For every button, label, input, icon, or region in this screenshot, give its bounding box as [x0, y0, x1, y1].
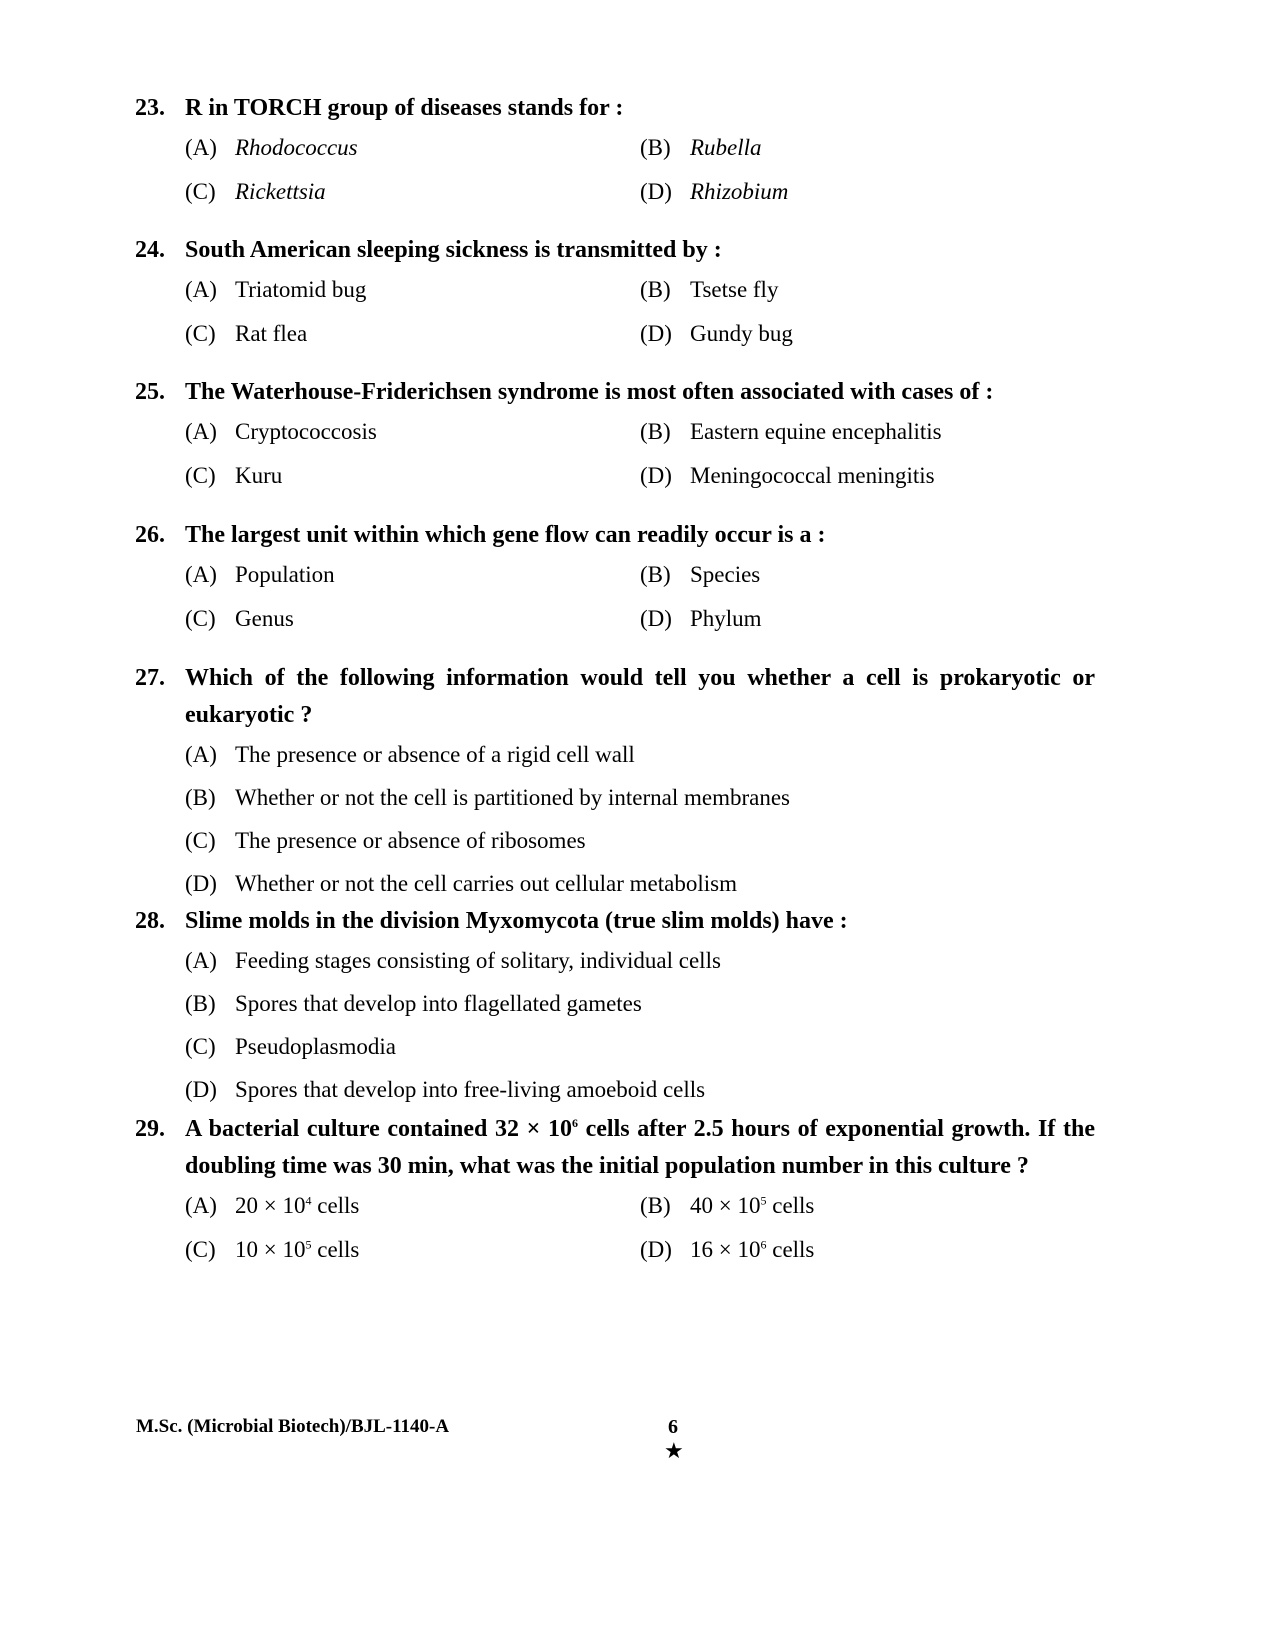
- option-a: [185, 133, 640, 163]
- option-b: [185, 989, 642, 1019]
- option-text: Rubella: [690, 135, 762, 160]
- option-text: $40 \times 10^5$ cells: [690, 1193, 815, 1218]
- option-label: (D): [640, 321, 672, 346]
- option-b: [640, 133, 1095, 163]
- option-label: (B): [640, 135, 671, 160]
- option-c: [185, 319, 640, 349]
- option-label: (C): [185, 1237, 216, 1262]
- option-text: Rat flea: [235, 321, 308, 346]
- option-c: [185, 461, 640, 491]
- option-text: Spores that develop into free-living amoeboid cells: [235, 1077, 706, 1102]
- option-label: (B): [640, 562, 671, 587]
- option-text: Rickettsia: [235, 179, 326, 204]
- option-label: (B): [185, 991, 216, 1016]
- option-text: Whether or not the cell carries out cellular metabolism: [235, 871, 737, 896]
- option-label: (A): [185, 135, 217, 160]
- option-text: Phylum: [690, 606, 762, 631]
- option-text: Eastern equine encephalitis: [690, 419, 942, 444]
- option-d: [640, 1235, 1095, 1265]
- option-a: [185, 1191, 640, 1221]
- option-text: Gundy bug: [690, 321, 793, 346]
- option-b: [640, 1191, 1095, 1221]
- option-text: Pseudoplasmodia: [235, 1034, 396, 1059]
- question-number: 24.: [135, 237, 165, 263]
- option-c: [185, 1032, 396, 1062]
- option-d: [640, 604, 1095, 634]
- option-label: (C): [185, 1034, 216, 1059]
- option-a: [185, 275, 640, 305]
- option-b: [185, 783, 790, 813]
- option-text: Population: [235, 562, 335, 587]
- option-label: (A): [185, 948, 217, 973]
- option-text: Rhizobium: [690, 179, 789, 204]
- option-b: [640, 275, 1095, 305]
- option-label: (C): [185, 606, 216, 631]
- paper-code: M.Sc. (Microbial Biotech)/BJL-1140-A: [136, 1416, 450, 1437]
- question-number: 29.: [135, 1116, 165, 1142]
- option-label: (D): [640, 463, 672, 488]
- question-text: Slime molds in the division Myxomycota (true slim molds) have :: [185, 908, 848, 934]
- question-23: [135, 90, 1095, 221]
- question-26: [135, 517, 1095, 648]
- option-label: (A): [185, 277, 217, 302]
- option-label: (C): [185, 179, 216, 204]
- option-label: (B): [640, 419, 671, 444]
- question-text: The largest unit within which gene flow can readily occur is a :: [185, 522, 826, 548]
- option-text: The presence or absence of ribosomes: [235, 828, 586, 853]
- option-text: Kuru: [235, 463, 283, 488]
- option-text: $16 \times 10^6$ cells: [690, 1237, 815, 1262]
- option-text: The presence or absence of a rigid cell wall: [235, 742, 635, 767]
- option-label: (A): [185, 742, 217, 767]
- option-d: [640, 461, 1095, 491]
- option-label: (D): [640, 1237, 672, 1262]
- option-label: (B): [640, 1193, 671, 1218]
- option-text: Whether or not the cell is partitioned by internal membranes: [235, 785, 791, 810]
- star-icon: ★: [664, 1438, 684, 1463]
- question-24: [135, 232, 1095, 363]
- question-text: Which of the following information would tell you whether a cell is prokaryotic or eukaryotic ?: [185, 665, 1095, 728]
- option-label: (A): [185, 1193, 217, 1218]
- option-label: (D): [185, 871, 217, 896]
- option-text: Triatomid bug: [235, 277, 367, 302]
- question-text: The Waterhouse-Friderichsen syndrome is most often associated with cases of :: [185, 379, 994, 405]
- option-label: (B): [640, 277, 671, 302]
- question-28: [135, 903, 1095, 1118]
- question-number: 27.: [135, 665, 165, 691]
- question-27: [135, 660, 1095, 912]
- option-label: (D): [185, 1077, 217, 1102]
- option-text: Spores that develop into flagellated gametes: [235, 991, 642, 1016]
- option-label: (C): [185, 463, 216, 488]
- option-label: (B): [185, 785, 216, 810]
- option-c: [185, 177, 640, 207]
- option-c: [185, 1235, 640, 1265]
- question-number: 25.: [135, 379, 165, 405]
- option-label: (C): [185, 321, 216, 346]
- option-label: (A): [185, 562, 217, 587]
- option-label: (A): [185, 419, 217, 444]
- question-text: R in TORCH group of diseases stands for :: [185, 95, 624, 121]
- option-d: [640, 177, 1095, 207]
- question-number: 28.: [135, 908, 165, 934]
- option-text: Meningococcal meningitis: [690, 463, 935, 488]
- option-label: (D): [640, 606, 672, 631]
- option-d: [640, 319, 1095, 349]
- option-text: $10 \times 10^5$ cells: [235, 1237, 360, 1262]
- option-text: Genus: [235, 606, 294, 631]
- option-d: [185, 1075, 705, 1105]
- option-a: [185, 740, 635, 770]
- question-text: South American sleeping sickness is transmitted by :: [185, 237, 722, 263]
- option-b: [640, 560, 1095, 590]
- option-text: Feeding stages consisting of solitary, individual cells: [235, 948, 721, 973]
- option-text: Rhodococcus: [235, 135, 358, 160]
- option-c: [185, 604, 640, 634]
- question-29: [135, 1111, 1095, 1279]
- option-d: [185, 869, 737, 899]
- question-number: 23.: [135, 95, 165, 121]
- option-text: Tsetse fly: [690, 277, 779, 302]
- option-a: [185, 560, 640, 590]
- option-a: [185, 417, 640, 447]
- option-a: [185, 946, 721, 976]
- page-number: 6: [668, 1416, 678, 1438]
- option-c: [185, 826, 586, 856]
- option-label: (C): [185, 828, 216, 853]
- exponent: 6: [571, 1116, 578, 1130]
- option-text: Cryptococcosis: [235, 419, 377, 444]
- question-25: [135, 374, 1095, 505]
- option-b: [640, 417, 1095, 447]
- option-label: (D): [640, 179, 672, 204]
- question-number: 26.: [135, 522, 165, 548]
- question-text: A bacterial culture contained $32 \times 10^6$ cells after 2.5 hours of exponential growth. If the doubling time was 30 min, what was the initial population number in this culture ?: [185, 1116, 1096, 1179]
- option-text: $20 \times 10^4$ cells: [235, 1193, 360, 1218]
- option-text: Species: [690, 562, 761, 587]
